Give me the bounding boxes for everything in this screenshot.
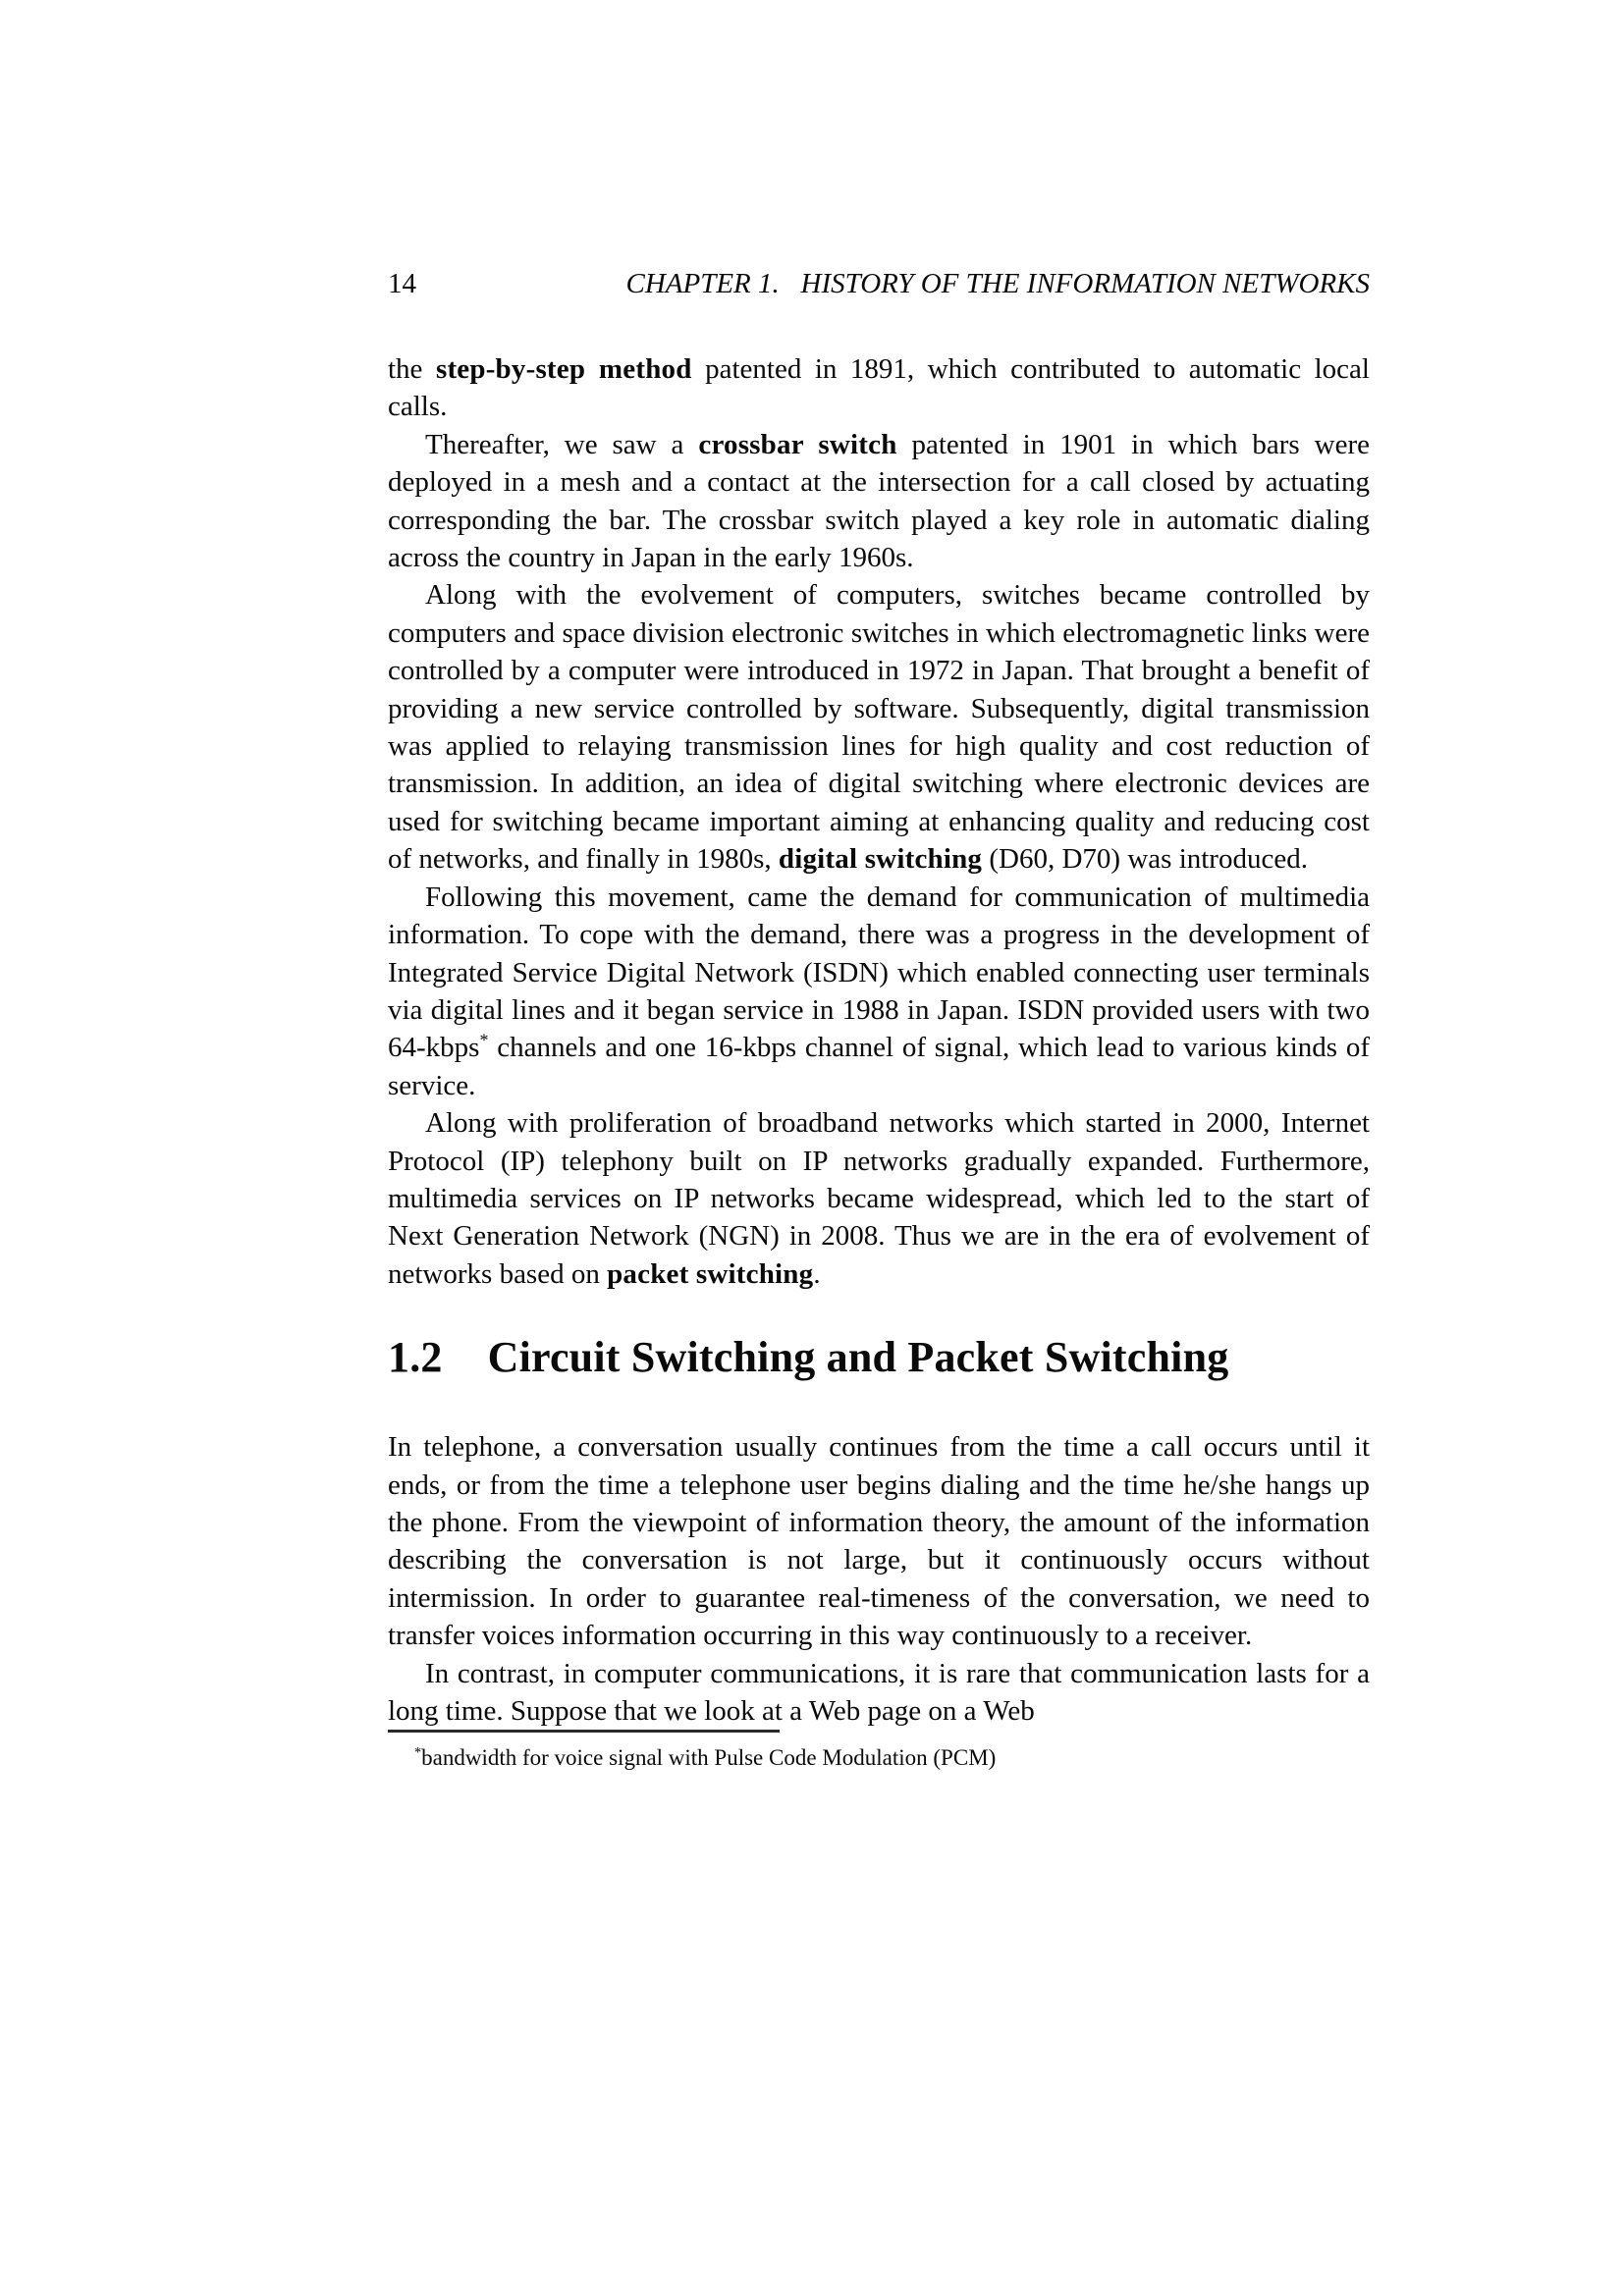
- document-body: [388, 350, 1370, 1730]
- bold-term: step-by-step method: [435, 353, 692, 385]
- text-run: (D60, D70) was introduced.: [982, 843, 1308, 876]
- text-run: channels and one 16-kbps channel of signal, which lead to various kinds of service.: [388, 1032, 1370, 1101]
- paragraph: [388, 426, 1370, 577]
- page-number: 14: [388, 268, 416, 299]
- paragraph: [388, 879, 1370, 1104]
- paragraph: [388, 576, 1370, 878]
- text-run: Following this movement, came the demand for communication of multimedia information. To cope with the demand, there was a progress in the development of Integrated Service Digital Network (ISDN) which enabled connecting user terminals via digital lines and it began service in 1988 in Japan. ISDN provided users with two 64-kbps: [388, 881, 1370, 1064]
- footnote-marker: *: [414, 1744, 422, 1761]
- footnote-marker-ref: *: [479, 1030, 489, 1050]
- footnote-rule-divider: [388, 1730, 780, 1733]
- text-run: Thereafter, we saw a: [425, 428, 699, 460]
- paragraph: [388, 1104, 1370, 1293]
- section-title: Circuit Switching and Packet Switching: [487, 1333, 1229, 1382]
- paragraph: [388, 1655, 1370, 1731]
- section-heading: [388, 1331, 1370, 1384]
- paragraph: [388, 1428, 1370, 1654]
- chapter-title: CHAPTER 1. HISTORY OF THE INFORMATION NETWORKS: [625, 268, 1370, 299]
- text-run: Along with the evolvement of computers, switches became controlled by computers and space division electronic switches in which electromagnetic links were controlled by a computer were introduced in 1972 in Japan. That brought a benefit of providing a new service controlled by software. Subsequently, digital transmission was applied to relaying transmission lines for high quality and cost reduction of transmission. In addition, an idea of digital switching where electronic devices are used for switching became important aiming at enhancing quality and reducing cost of networks, and finally in 1980s,: [388, 579, 1370, 876]
- bold-term: packet switching: [607, 1257, 814, 1290]
- footnote: [388, 1743, 1370, 1773]
- bold-term: digital switching: [778, 843, 983, 876]
- bold-term: crossbar switch: [698, 428, 897, 460]
- text-run: the: [388, 353, 436, 385]
- section-number: 1.2: [388, 1333, 443, 1382]
- book-page: [388, 265, 1370, 1773]
- text-run: .: [813, 1257, 821, 1290]
- running-head: [388, 265, 1370, 302]
- text-run: patented in 1901 in which bars were deployed in a mesh and a contact at the intersection for a call closed by actuating corresponding the bar. The crossbar switch played a key role in automatic dialing across the country in Japan in the early 1960s.: [388, 428, 1370, 574]
- text-run: Along with proliferation of broadband networks which started in 2000, Internet Protocol (IP) telephony built on IP networks gradually expanded. Furthermore, multimedia services on IP networks became widespread, which led to the start of Next Generation Network (NGN) in 2008. Thus we are in the era of evolvement of networks based on: [388, 1107, 1370, 1290]
- text-run: In contrast, in computer communications, it is rare that communication lasts for a long time. Suppose that we look at a Web page on a Web: [388, 1657, 1370, 1727]
- footnote-area: [388, 1730, 1370, 1773]
- footnote-text: bandwidth for voice signal with Pulse Code Modulation (PCM): [421, 1745, 997, 1771]
- text-run: patented in 1891, which contributed to automatic local calls.: [388, 353, 1370, 423]
- text-run: In telephone, a conversation usually continues from the time a call occurs until it ends, or from the time a telephone user begins dialing and the time he/she hangs up the phone. From the viewpoint of information theory, the amount of the information describing the conversation is not large, but it continuously occurs without intermission. In order to guarantee real-timeness of the conversation, we need to transfer voices information occurring in this way continuously to a receiver.: [388, 1431, 1370, 1652]
- paragraph: [388, 350, 1370, 426]
